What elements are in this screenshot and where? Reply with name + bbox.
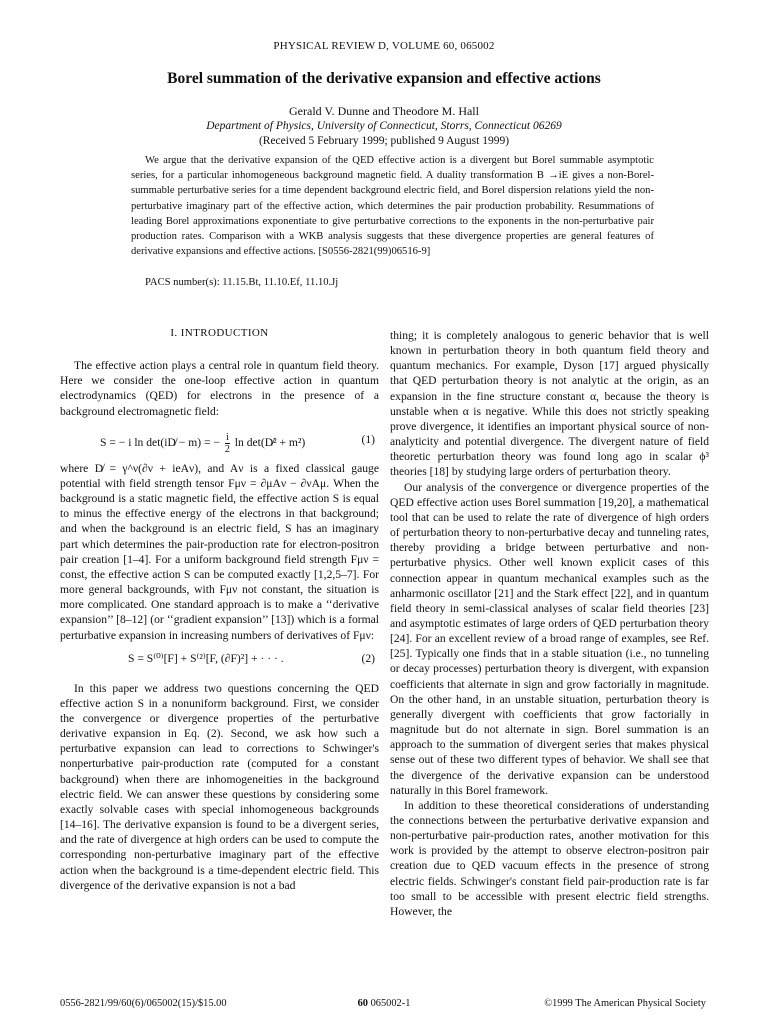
footer-page-number: 065002-1	[370, 998, 411, 1009]
equation-1-label: (1)	[361, 432, 375, 446]
footer-copyright: ©1999 The American Physical Society	[544, 998, 706, 1009]
paragraph: In this paper we address two questions concerning the QED effective action S in a nonuniform background. First, we consider the convergence or divergence properties of the perturbative derivative expansion in Eq. (2). Second, we ask how such a perturbative expansion can lead to corrections to Schwinger's nonperturbative pair-production rate (computed for a constant background) when there are inhomogeneities in the background electric field. We can answer these questions by considering some exactly solvable cases with special inhomogeneous backgrounds [14–16]. The derivative expansion is found to be a divergent series, and the rate of divergence at high orders can be used to compute the corresponding non-perturbative imaginary part of the effective action when the background is a time-dependent electric field. This divergence of the derivative expansion is not a bad	[60, 681, 379, 892]
affiliation: Department of Physics, University of Connecticut, Storrs, Connecticut 06269	[206, 120, 562, 132]
equation-2-body: S = S⁽⁰⁾[F] + S⁽²⁾[F, (∂F)²] + · · · .	[128, 651, 284, 665]
paragraph: The effective action plays a central role in quantum field theory. Here we consider the one-loop effective action in quantum electrodynamics (QED) for electrons in the presence of a background electromagnetic field:	[60, 359, 379, 418]
right-column	[390, 328, 709, 919]
equation-2	[60, 647, 379, 673]
equation-1-rhs: ln det(D̸² + m²)	[234, 435, 306, 449]
paragraph: where D̸ = γ^ν(∂ν + ieAν), and Aν is a fixed classical gauge potential with field strength tensor Fμν = ∂μAν − ∂νAμ. When the background is a static magnetic field, the effective action S is equal to minus the effective energy of the electrons in that background; and when the background is an electric field, S has an imaginary part which determines the pair-production rate for electron-positron pair creation [1–4]. For a uniform background field strength Fμν = const, the effective action S can be computed exactly [1,2,5–7]. For more general backgrounds, with Fμν not constant, the situation is more complicated. One standard approach is to make a ‘‘derivative expansion’’ [8–12] (or ‘‘gradient expansion’’ [13]) which is a formal perturbative expansion in increasing numbers of derivatives of Fμν:	[60, 461, 379, 642]
left-column	[60, 326, 379, 893]
paragraph: Our analysis of the convergence or divergence properties of the QED effective action uses Borel summation [19,20], a mathematical tool that can be used to relate the rate of divergence of high orders of perturbation theory to non-perturbative decay and tunneling rates, thereby providing a bridge between perturbative and non-perturbative physics. Other well known explicit cases of this connection appear in quantum mechanical examples such as the anharmonic oscillator [21] and the Stark effect [22], and in quantum field theory in semi-classical analyses of scalar field theories [23] and asymptotic estimates of large orders of QED perturbation theory [24]. For an excellent review of a broad range of examples, see Ref. [25]. Typically one finds that in a stable situation (i.e., no tunneling or decay processes) perturbation theory is divergent, with expansion coefficients that alternate in sign and grow factorially in magnitude. On the other hand, in an unstable situation, perturbation theory is generally divergent with coefficients that grow factorially in magnitude but do not alternate in sign. Borel summation is an approach to the summation of divergent series that makes physical sense out of these two different types of behavior. We shall see that the divergence of the derivative expansion can be understood naturally in this Borel framework.	[390, 480, 709, 797]
equation-1	[60, 425, 379, 457]
pacs-numbers: PACS number(s): 11.15.Bt, 11.10.Ef, 11.10.Jj	[145, 277, 339, 288]
equation-1-fraction: $\frac{i}{2}$	[224, 431, 230, 455]
journal-header: PHYSICAL REVIEW D, VOLUME 60, 065002	[273, 40, 495, 52]
footer-volume: 60	[357, 998, 368, 1009]
section-heading: I. INTRODUCTION	[170, 327, 269, 339]
received-dates: (Received 5 February 1999; published 9 August 1999)	[258, 135, 510, 147]
paragraph: thing; it is completely analogous to generic behavior that is well known in perturbation theory in both quantum field theory and quantum mechanics. For example, Dyson [17] argued physically that QED perturbation theory is not analytic at the origin, as an expansion in the fine structure constant α, because the theory is unstable when α is negative. While this does not strictly speaking prove divergence, it identifies an important physical source of non-analyticity and potential divergence. The divergent nature of field theoretic perturbation theory was found long ago in scalar ϕ³ theories [18] by studying large orders of perturbation theory.	[390, 329, 709, 479]
paper-title: Borel summation of the derivative expansion and effective actions	[167, 70, 601, 87]
footer-code: 0556-2821/99/60(6)/065002(15)/$15.00	[60, 998, 227, 1009]
abstract: We argue that the derivative expansion of the QED effective action is a divergent but Borel summable asymptotic series, for a particular inhomogeneous background magnetic field. A duality transformation B →iE gives a non-Borel-summable perturbative series for a time dependent background electric field, and Borel dispersion relations yield the non-perturbative imaginary part of the effective action, which determines the pair production probability. Resummations of leading Borel approximations exponentiate to give perturbative corrections to the exponents in the non-perturbative pair production rates. Comparison with a WKB analysis suggests that these divergence properties are general features of derivative expansions and effective actions. [S0556-2821(99)06516-9]	[131, 155, 654, 258]
authors: Gerald V. Dunne and Theodore M. Hall	[289, 104, 479, 118]
paragraph: In addition to these theoretical considerations of understanding the connections between the perturbative derivative expansion and non-perturbative pair-production rates, another motivation for this work is provided by the attempt to observe electron-positron pair creation due to QED vacuum effects in the presence of strong electric fields. Schwinger's constant field pair-production rate is far too small to be accessible with present electric field strengths. However, the	[390, 798, 709, 918]
equation-2-label: (2)	[361, 651, 375, 665]
equation-1-lhs: S = − i ln det(iD̸ − m) = −	[100, 435, 220, 449]
